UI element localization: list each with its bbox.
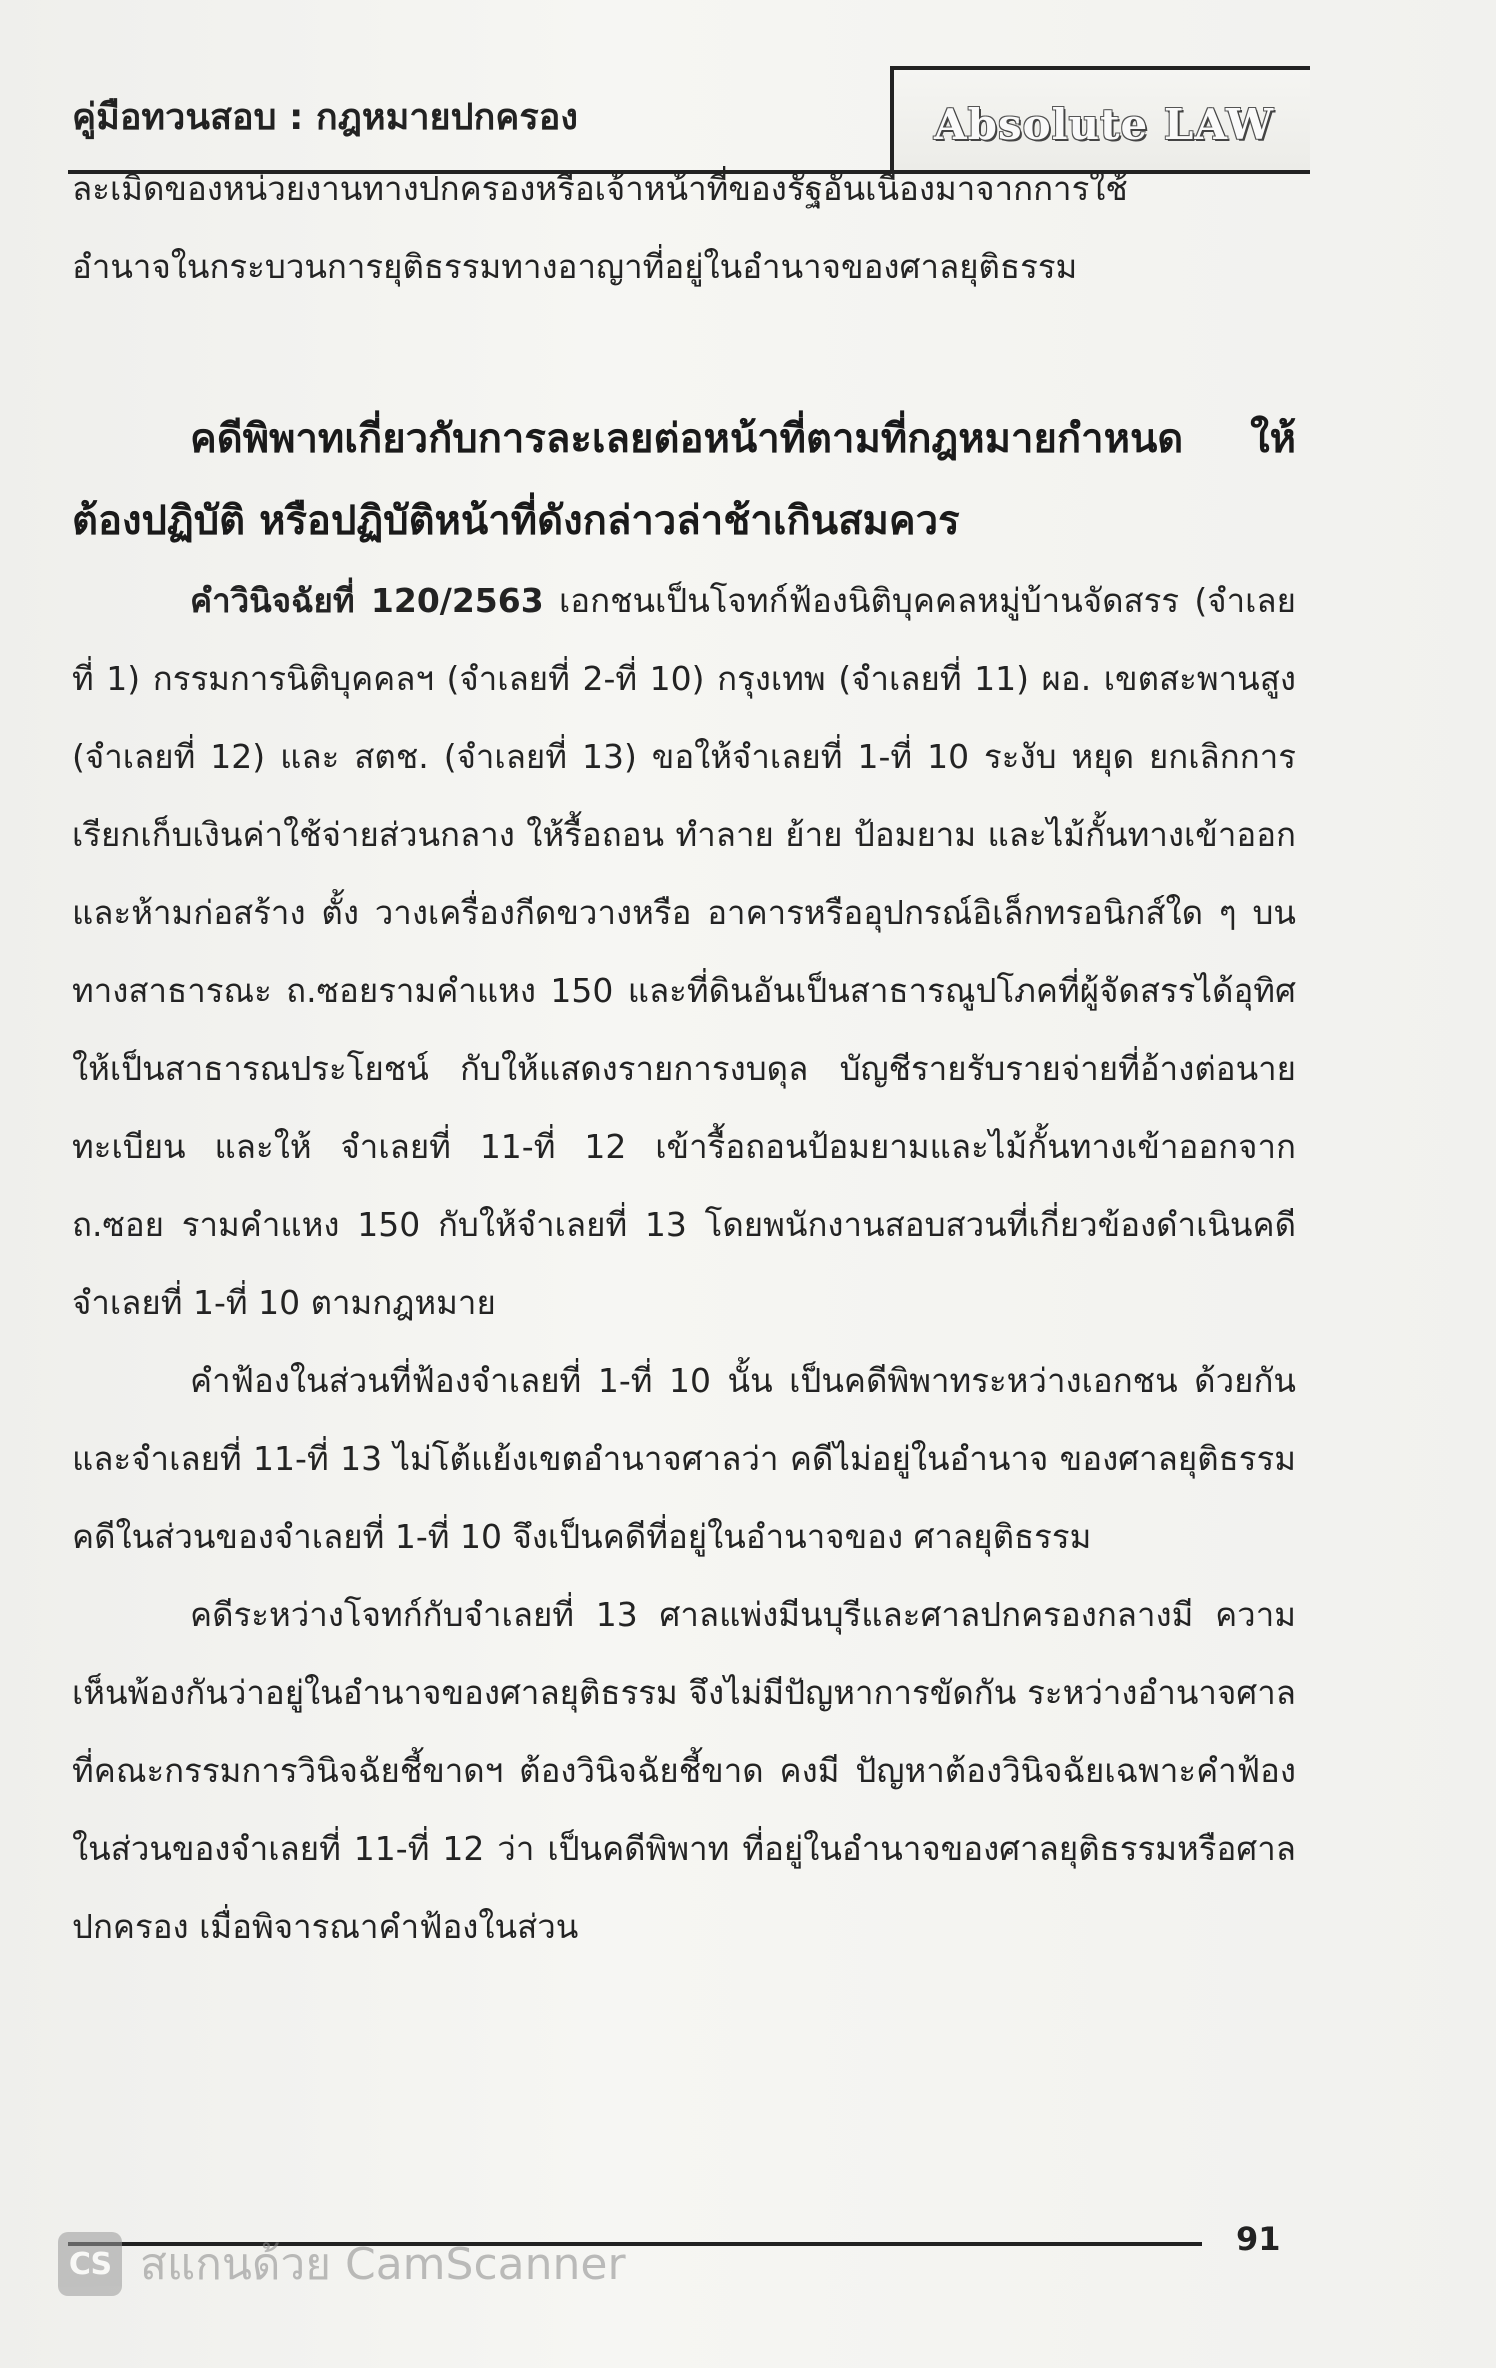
paragraph-3: คดีระหว่างโจทก์กับจำเลยที่ 13 ศาลแพ่งมีนบุรีและศาลปกครองกลางมี ความเห็นพ้องกันว่าอยู่ในอำนาจของศาลยุติธรรม จึงไม่มีปัญหาการขัดกัน ระหว่างอำนาจศาลที่คณะกรรมการวินิจฉัยชี้ขาดฯ ต้องวินิจฉัยชี้ขาด คงมี ปัญหาต้องวินิจฉัยเฉพาะคำฟ้องในส่วนของจำเลยที่ 11-ที่ 12 ว่า เป็นคดีพิพาท ที่อยู่ในอำนาจของศาลยุติธรรมหรือศาลปกครอง เมื่อพิจารณาคำฟ้องในส่วน <box>72 1595 1296 1946</box>
camscanner-watermark <box>58 2228 626 2300</box>
running-header-title: คู่มือทวนสอบ : กฎหมายปกครอง <box>72 97 578 138</box>
camscanner-text: สแกนด้วย CamScanner <box>140 2239 626 2290</box>
body-text-main <box>72 398 1296 1966</box>
case-paragraph <box>72 562 1296 1342</box>
camscanner-logo-icon: CS <box>58 2232 122 2296</box>
intro-line-2: อำนาจในกระบวนการยุติธรรมทางอาญาที่อยู่ในอำนาจของศาลยุติธรรม <box>72 247 1078 286</box>
paragraph-2: คำฟ้องในส่วนที่ฟ้องจำเลยที่ 1-ที่ 10 นั้น เป็นคดีพิพาทระหว่างเอกชน ด้วยกัน และจำเลยที่ 11-ที่ 13 ไม่โต้แย้งเขตอำนาจศาลว่า คดีไม่อยู่ในอำนาจ ของศาลยุติธรรม คดีในส่วนของจำเลยที่ 1-ที่ 10 จึงเป็นคดีที่อยู่ในอำนาจของ ศาลยุติธรรม <box>72 1361 1296 1556</box>
page-number: 91 <box>1236 2220 1281 2258</box>
case-paragraph-text: เอกชนเป็นโจทก์ฟ้องนิติบุคคลหมู่บ้านจัดสรร (จำเลยที่ 1) กรรมการนิติบุคคลฯ (จำเลยที่ 2-ที่ 10) กรุงเทพ (จำเลยที่ 11) ผอ. เขตสะพานสูง (จำเลยที่ 12) และ สตช. (จำเลยที่ 13) ขอให้จำเลยที่ 1-ที่ 10 ระงับ หยุด ยกเลิกการเรียกเก็บเงินค่าใช้จ่ายส่วนกลาง ให้รื้อถอน ทำลาย ย้าย ป้อมยาม และไม้กั้นทางเข้าออก และห้ามก่อสร้าง ตั้ง วางเครื่องกีดขวางหรือ อาคารหรืออุปกรณ์อิเล็กทรอนิกส์ใด ๆ บนทางสาธารณะ ถ.ซอยรามคำแหง 150 และที่ดินอันเป็นสาธารณูปโภคที่ผู้จัดสรรได้อุทิศให้เป็นสาธารณประโยชน์ กับให้แสดงรายการงบดุล บัญชีรายรับรายจ่ายที่อ้างต่อนายทะเบียน และให้ จำเลยที่ 11-ที่ 12 เข้ารื้อถอนป้อมยามและไม้กั้นทางเข้าออกจาก ถ.ซอย รามคำแหง 150 กับให้จำเลยที่ 13 โดยพนักงานสอบสวนที่เกี่ยวข้องดำเนินคดี จำเลยที่ 1-ที่ 10 ตามกฎหมาย <box>72 581 1296 1322</box>
intro-line-1: ละเมิดของหน่วยงานทางปกครองหรือเจ้าหน้าที่ของรัฐอันเนื่องมาจากการใช้ <box>72 169 1128 208</box>
brand-label: Absolute LAW <box>934 100 1275 149</box>
section-heading: คดีพิพาทเกี่ยวกับการละเลยต่อหน้าที่ตามที่กฎหมายกำหนด ให้ต้องปฏิบัติ หรือปฏิบัติหน้าที่ดังกล่าวล่าช้าเกินสมควร <box>72 416 1296 544</box>
body-text-top <box>72 150 1296 306</box>
case-number: คำวินิจฉัยที่ 120/2563 <box>190 581 544 620</box>
